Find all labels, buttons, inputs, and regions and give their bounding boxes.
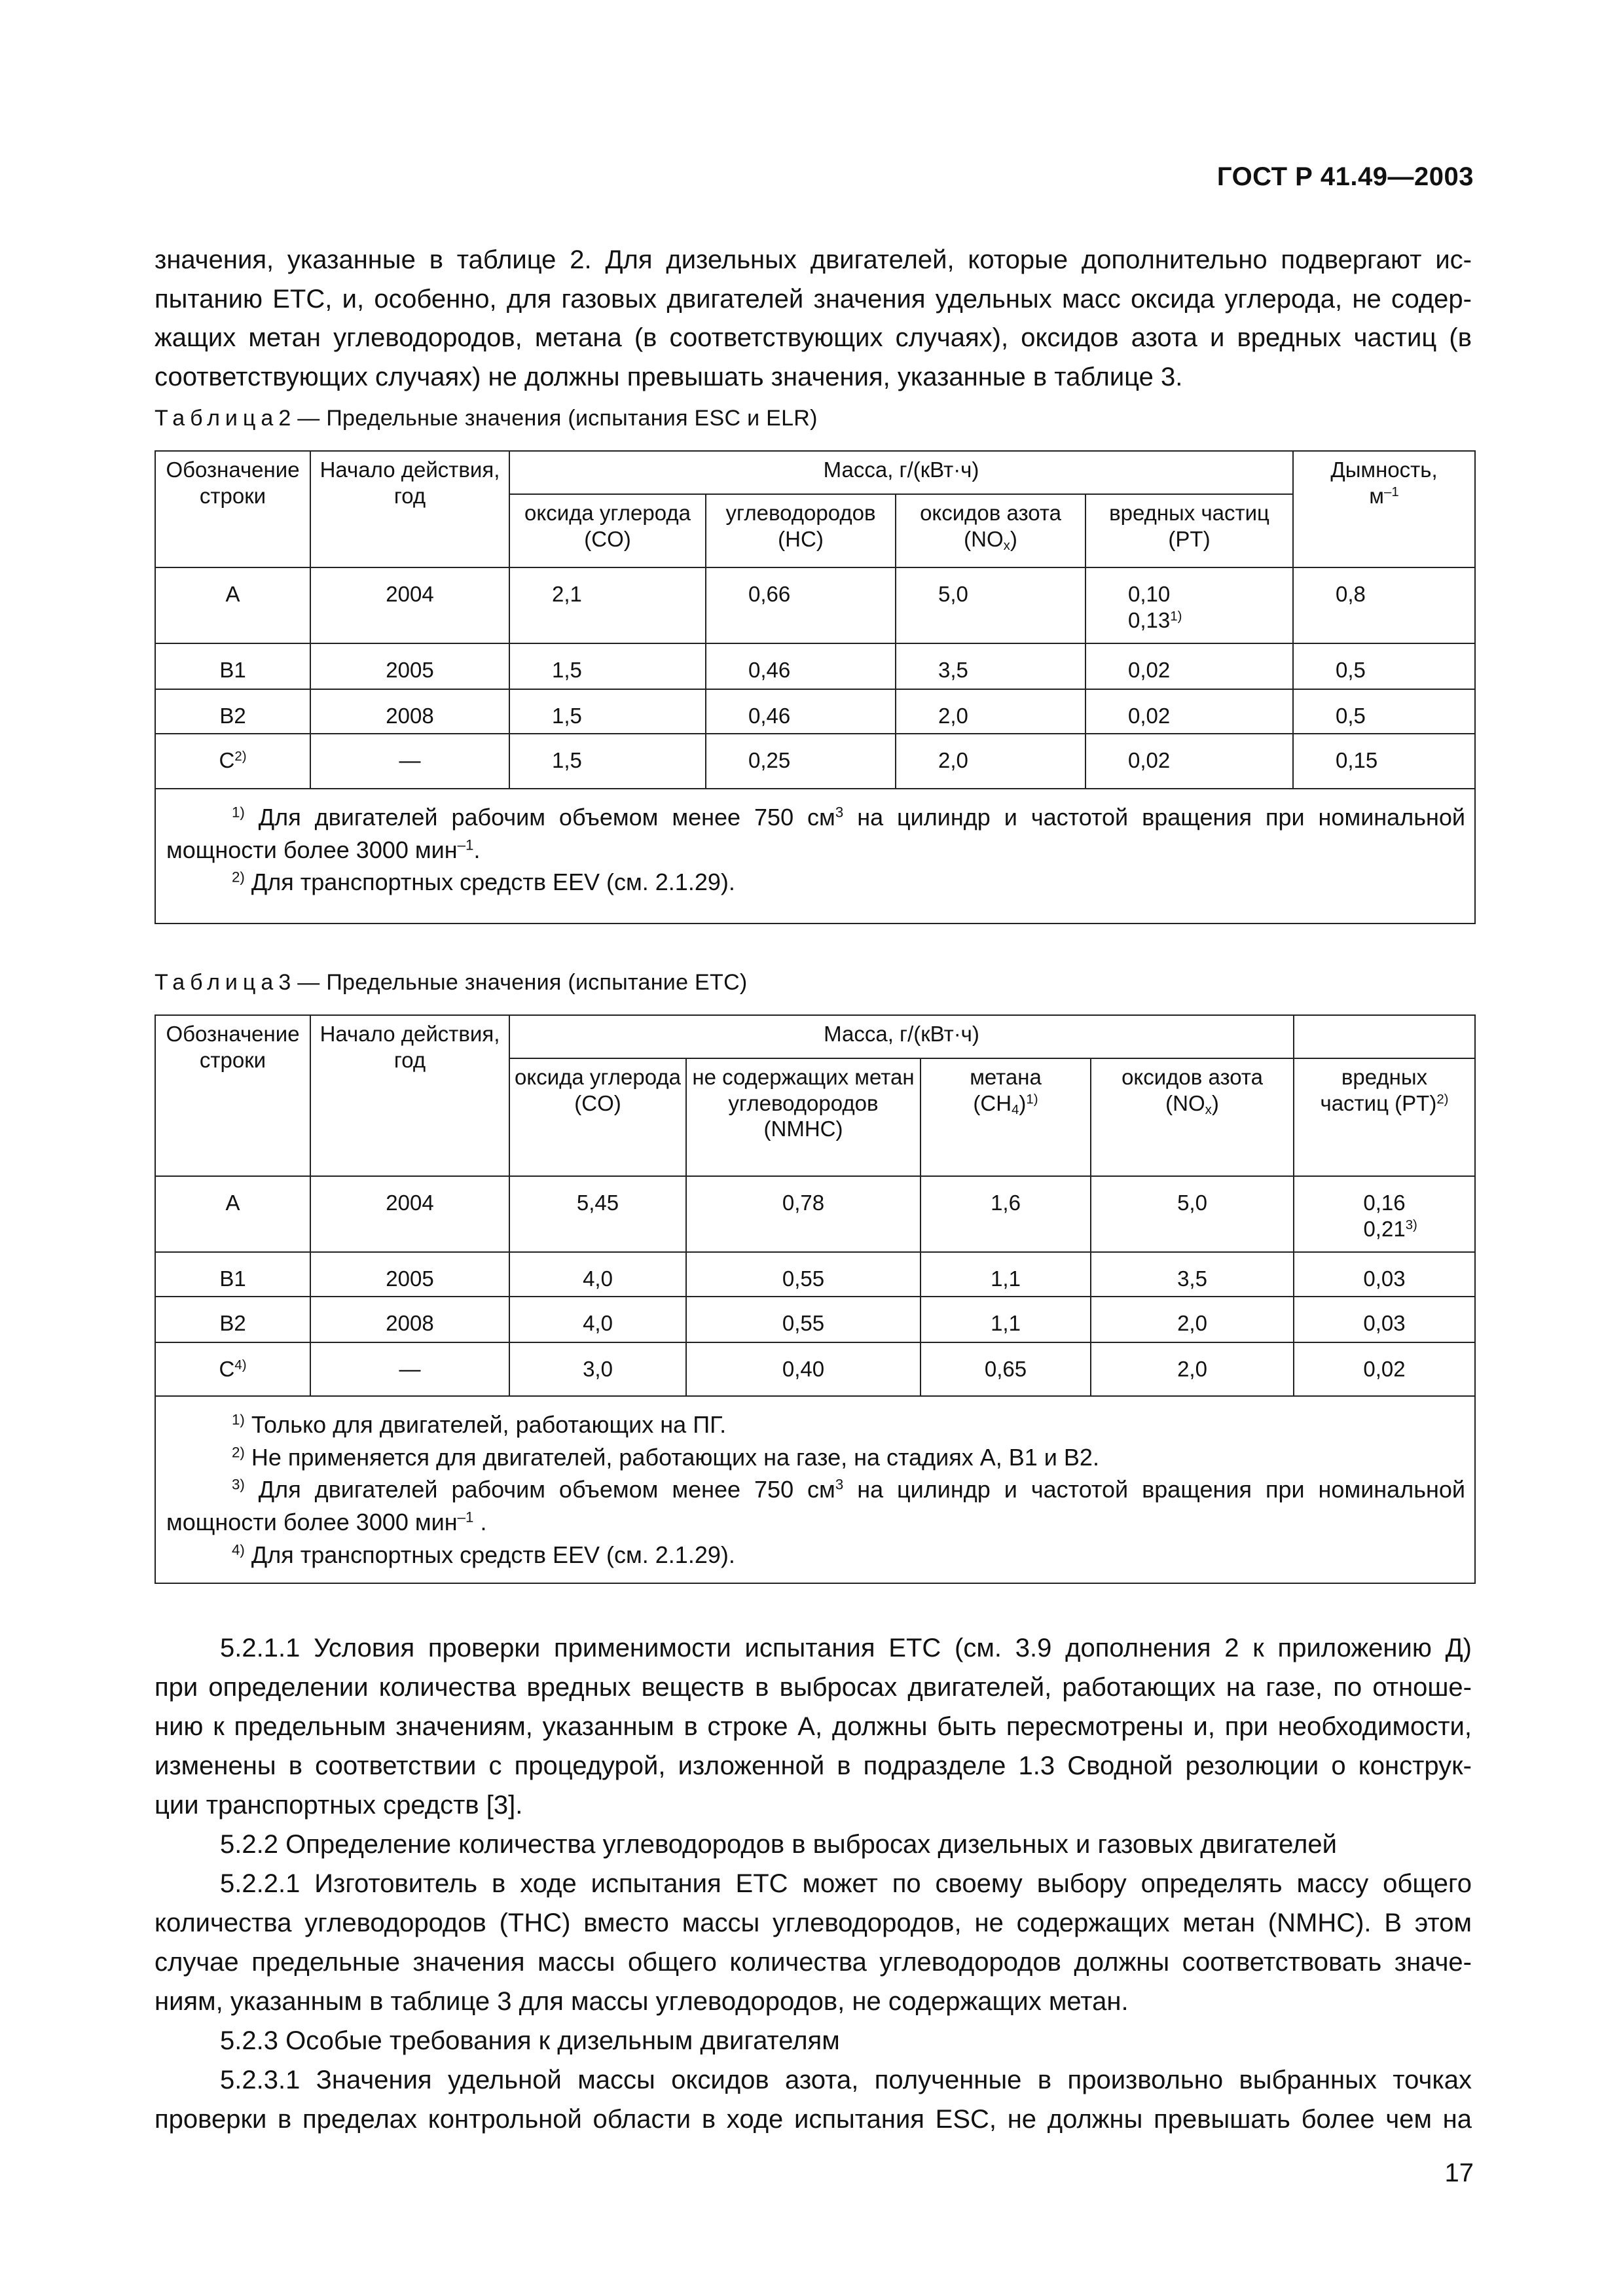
cell-ch4: 0,65 bbox=[921, 1342, 1091, 1396]
table3-caption bbox=[155, 970, 748, 996]
table-row bbox=[155, 689, 1475, 734]
cell-hc: 0,46 bbox=[706, 689, 896, 734]
header-ch4-sym: (CH bbox=[973, 1090, 1012, 1115]
header-nox-close: ) bbox=[1010, 526, 1017, 551]
cell-pt: 0,03 bbox=[1294, 1297, 1475, 1342]
cell-smoke: 0,15 bbox=[1293, 734, 1475, 789]
cell-nox: 2,0 bbox=[1091, 1297, 1294, 1342]
header-pt: вредных частиц (PT) bbox=[1085, 494, 1293, 567]
cell-smoke: 0,5 bbox=[1293, 643, 1475, 689]
table-row bbox=[155, 567, 1475, 643]
cell-year: — bbox=[310, 734, 509, 789]
footnote: $^{4)}$ Для транспортных средств EEV (см. 2.1.29). bbox=[232, 1541, 735, 1568]
cell-year: — bbox=[310, 1342, 509, 1396]
intro-line: пытанию ЕТС, и, особенно, для газовых двигателей значения удельных масс оксида углерода, не содер- bbox=[155, 284, 1472, 314]
cell-nox: 5,0 bbox=[896, 567, 1085, 643]
cell-nox: 2,0 bbox=[1091, 1342, 1294, 1396]
cell-pt: 0,02 bbox=[1085, 643, 1293, 689]
table-row bbox=[155, 1297, 1475, 1342]
header-nox bbox=[896, 494, 1085, 567]
header-ch4-close: ) bbox=[1019, 1090, 1027, 1115]
header-smoke-label: Дымность, bbox=[1330, 457, 1438, 482]
header-ch4-sub: 4 bbox=[1012, 1102, 1019, 1117]
footnote: $^{1)}$ Только для двигателей, работающих на ПГ. bbox=[232, 1411, 727, 1438]
cell-year: 2008 bbox=[310, 1297, 509, 1342]
cell-pt: 0,03 bbox=[1294, 1252, 1475, 1297]
cell-nmhc: 0,55 bbox=[686, 1252, 921, 1297]
cell-nmhc: 0,55 bbox=[686, 1297, 921, 1342]
cell-year: 2004 bbox=[310, 567, 509, 643]
cell-year: 2004 bbox=[310, 1176, 509, 1252]
paragraph-5-2-2: 5.2.2 Определение количества углеводородов в выбросах дизельных и газовых двигателей bbox=[220, 1830, 1337, 1859]
cell-pt: 0,02 bbox=[1294, 1342, 1475, 1396]
table3 bbox=[155, 1014, 1476, 1584]
header-nox-sub: x bbox=[1003, 537, 1010, 553]
footnote: $^{2)}$ Для транспортных средств EEV (см. 2.1.29). bbox=[232, 869, 735, 896]
cell-year: 2005 bbox=[310, 643, 509, 689]
body-text bbox=[155, 1628, 1472, 2139]
table2-caption-text: 2 — Предельные значения (испытания ESC и ELR) bbox=[278, 406, 818, 431]
cell-co: 1,5 bbox=[509, 734, 706, 789]
footnote: $^{1)}$ Для двигателей рабочим объемом менее 750 $см^3$ на цилиндр и частотой вращения при номинальной bbox=[232, 804, 1465, 831]
cell-row: $C^{2)}$ bbox=[155, 734, 310, 789]
footnote: $^{2)}$ Не применяется для двигателей, работающих на газе, на стадиях A, B1 и B2. bbox=[232, 1443, 1099, 1471]
table2-caption-word: Таблица bbox=[155, 406, 279, 431]
header-pt-label: вредных bbox=[1341, 1065, 1428, 1089]
table2-footnotes bbox=[155, 789, 1475, 924]
table2 bbox=[155, 450, 1476, 924]
table2-caption bbox=[155, 406, 818, 431]
header-ch4-sup: 1) bbox=[1026, 1091, 1038, 1107]
cell-ch4: 1,1 bbox=[921, 1297, 1091, 1342]
header-co: оксида углерода (CO) bbox=[509, 1058, 686, 1176]
header-nox-label: оксидов азота bbox=[920, 501, 1061, 525]
table3-caption-text: 3 — Предельные значения (испытание ETC) bbox=[278, 970, 748, 995]
header-nmhc: не содержащих метан углеводородов (NMHC) bbox=[686, 1058, 921, 1176]
cell-co: 2,1 bbox=[509, 567, 706, 643]
table-row bbox=[155, 1176, 1475, 1252]
table-row bbox=[155, 1342, 1475, 1396]
header-mass: Масса, г/(кВт·ч) bbox=[509, 451, 1293, 494]
footnote-continuation: мощности более 3000 мин$^{-1}$. bbox=[166, 836, 481, 863]
table3-caption-word: Таблица bbox=[155, 970, 279, 995]
cell-co: 5,45 bbox=[509, 1176, 686, 1252]
page-number: 17 bbox=[1444, 2159, 1474, 2187]
header-pt-label2: частиц (PT) bbox=[1320, 1090, 1437, 1115]
header-pt-sup: 2) bbox=[1436, 1091, 1449, 1107]
header-effective-year: Начало действия, год bbox=[310, 1015, 509, 1176]
cell-nox: 2,0 bbox=[896, 689, 1085, 734]
cell-row: B2 bbox=[155, 1297, 310, 1342]
paragraph-5-2-3-1: 5.2.3.1 Значения удельной массы оксидов азота, полученные в произвольно выбранных точках проверки в пределах контрольной области в ходе испытания ESC, не должны превышать более чем на bbox=[155, 2066, 1472, 2134]
cell-nox: 3,5 bbox=[896, 643, 1085, 689]
cell-co: 4,0 bbox=[509, 1252, 686, 1297]
cell-ch4: 1,6 bbox=[921, 1176, 1091, 1252]
header-nox bbox=[1091, 1058, 1294, 1176]
cell-year: 2005 bbox=[310, 1252, 509, 1297]
footnote: $^{3)}$ Для двигателей рабочим объемом менее 750 $см^3$ на цилиндр и частотой вращения при номинальной bbox=[232, 1476, 1465, 1503]
cell-co: 3,0 bbox=[509, 1342, 686, 1396]
header-nox-sym: (NO bbox=[1165, 1090, 1205, 1115]
table-row bbox=[155, 1252, 1475, 1297]
header-ch4 bbox=[921, 1058, 1091, 1176]
cell-pt: 0,16 0,21$^{3)}$ bbox=[1294, 1176, 1475, 1252]
header-nox-label: оксидов азота bbox=[1122, 1065, 1263, 1089]
header-row-designation: Обозначение строки bbox=[155, 451, 310, 567]
cell-smoke: 0,5 bbox=[1293, 689, 1475, 734]
cell-row: $C^{4)}$ bbox=[155, 1342, 310, 1396]
cell-row: A bbox=[155, 567, 310, 643]
header-empty bbox=[1294, 1015, 1475, 1058]
table-row bbox=[155, 643, 1475, 689]
header-effective-year: Начало действия, год bbox=[310, 451, 509, 567]
cell-smoke: 0,8 bbox=[1293, 567, 1475, 643]
header-hc: углеводородов (HC) bbox=[706, 494, 896, 567]
cell-nox: 3,5 bbox=[1091, 1252, 1294, 1297]
header-mass: Масса, г/(кВт·ч) bbox=[509, 1015, 1294, 1058]
paragraph-5-2-2-1: 5.2.2.1 Изготовитель в ходе испытания ЕТС может по своему выбору определять массу общего количества углеводородов (THC) вместо массы углеводородов, не содержащих метан (NMHC). В этом случае предельные значения массы общего количества углеводородов должны соответствовать значе- ниям, указанным в таблице 3 для массы углеводородов, не содержащих метан. bbox=[155, 1869, 1472, 2016]
table3-footnotes bbox=[155, 1396, 1475, 1583]
cell-hc: 0,46 bbox=[706, 643, 896, 689]
header-nox-close: ) bbox=[1211, 1090, 1219, 1115]
cell-row: B1 bbox=[155, 1252, 310, 1297]
document-number: ГОСТ Р 41.49—2003 bbox=[1216, 162, 1474, 191]
cell-pt: 0,02 bbox=[1085, 734, 1293, 789]
header-smoke bbox=[1293, 451, 1475, 567]
cell-co: 4,0 bbox=[509, 1297, 686, 1342]
paragraph-5-2-1-1: 5.2.1.1 Условия проверки применимости испытания ЕТС (см. 3.9 дополнения 2 к приложению Д) при определении количества вредных веществ в выбросах двигателей, работающих на газе, по отноше- нию к предельным значениям, указанным в строке А, должны быть пересмотрены и, при необходимости, изменены в соответствии с процедурой, изложенной в подразделе 1.3 Сводной резолюции о конструк- ции транспортных средств [3]. bbox=[155, 1634, 1472, 1820]
cell-year: 2008 bbox=[310, 689, 509, 734]
cell-row: B1 bbox=[155, 643, 310, 689]
header-nox-sym: (NO bbox=[964, 526, 1004, 551]
intro-paragraph bbox=[155, 241, 1472, 397]
cell-nmhc: 0,78 bbox=[686, 1176, 921, 1252]
paragraph-5-2-3: 5.2.3 Особые требования к дизельным двигателям bbox=[220, 2026, 840, 2055]
cell-pt: 0,10 0,13$^{1)}$ bbox=[1085, 567, 1293, 643]
cell-ch4: 1,1 bbox=[921, 1252, 1091, 1297]
header-nox-sub: x bbox=[1205, 1102, 1212, 1117]
cell-row: A bbox=[155, 1176, 310, 1252]
cell-co: 1,5 bbox=[509, 643, 706, 689]
intro-line: соответствующих случаях) не должны превышать значения, указанные в таблице 3. bbox=[155, 362, 1183, 391]
header-row-designation: Обозначение строки bbox=[155, 1015, 310, 1176]
header-ch4-label: метана bbox=[970, 1065, 1042, 1089]
intro-line: жащих метан углеводородов, метана (в соответствующих случаях), оксидов азота и вредных частиц (в bbox=[155, 323, 1472, 353]
intro-line: значения, указанные в таблице 2. Для дизельных двигателей, которые дополнительно подвергают ис- bbox=[155, 245, 1472, 274]
header-smoke-exp: –1 bbox=[1383, 484, 1399, 499]
cell-hc: 0,25 bbox=[706, 734, 896, 789]
cell-nox: 5,0 bbox=[1091, 1176, 1294, 1252]
cell-co: 1,5 bbox=[509, 689, 706, 734]
header-pt bbox=[1294, 1058, 1475, 1176]
footnote-continuation: мощности более 3000 мин$^{-1}$ . bbox=[166, 1509, 487, 1536]
cell-pt: 0,02 bbox=[1085, 689, 1293, 734]
cell-hc: 0,66 bbox=[706, 567, 896, 643]
table-row bbox=[155, 734, 1475, 789]
cell-row: B2 bbox=[155, 689, 310, 734]
cell-nmhc: 0,40 bbox=[686, 1342, 921, 1396]
header-co: оксида углерода (CO) bbox=[509, 494, 706, 567]
cell-nox: 2,0 bbox=[896, 734, 1085, 789]
header-smoke-unit: м bbox=[1369, 483, 1384, 508]
